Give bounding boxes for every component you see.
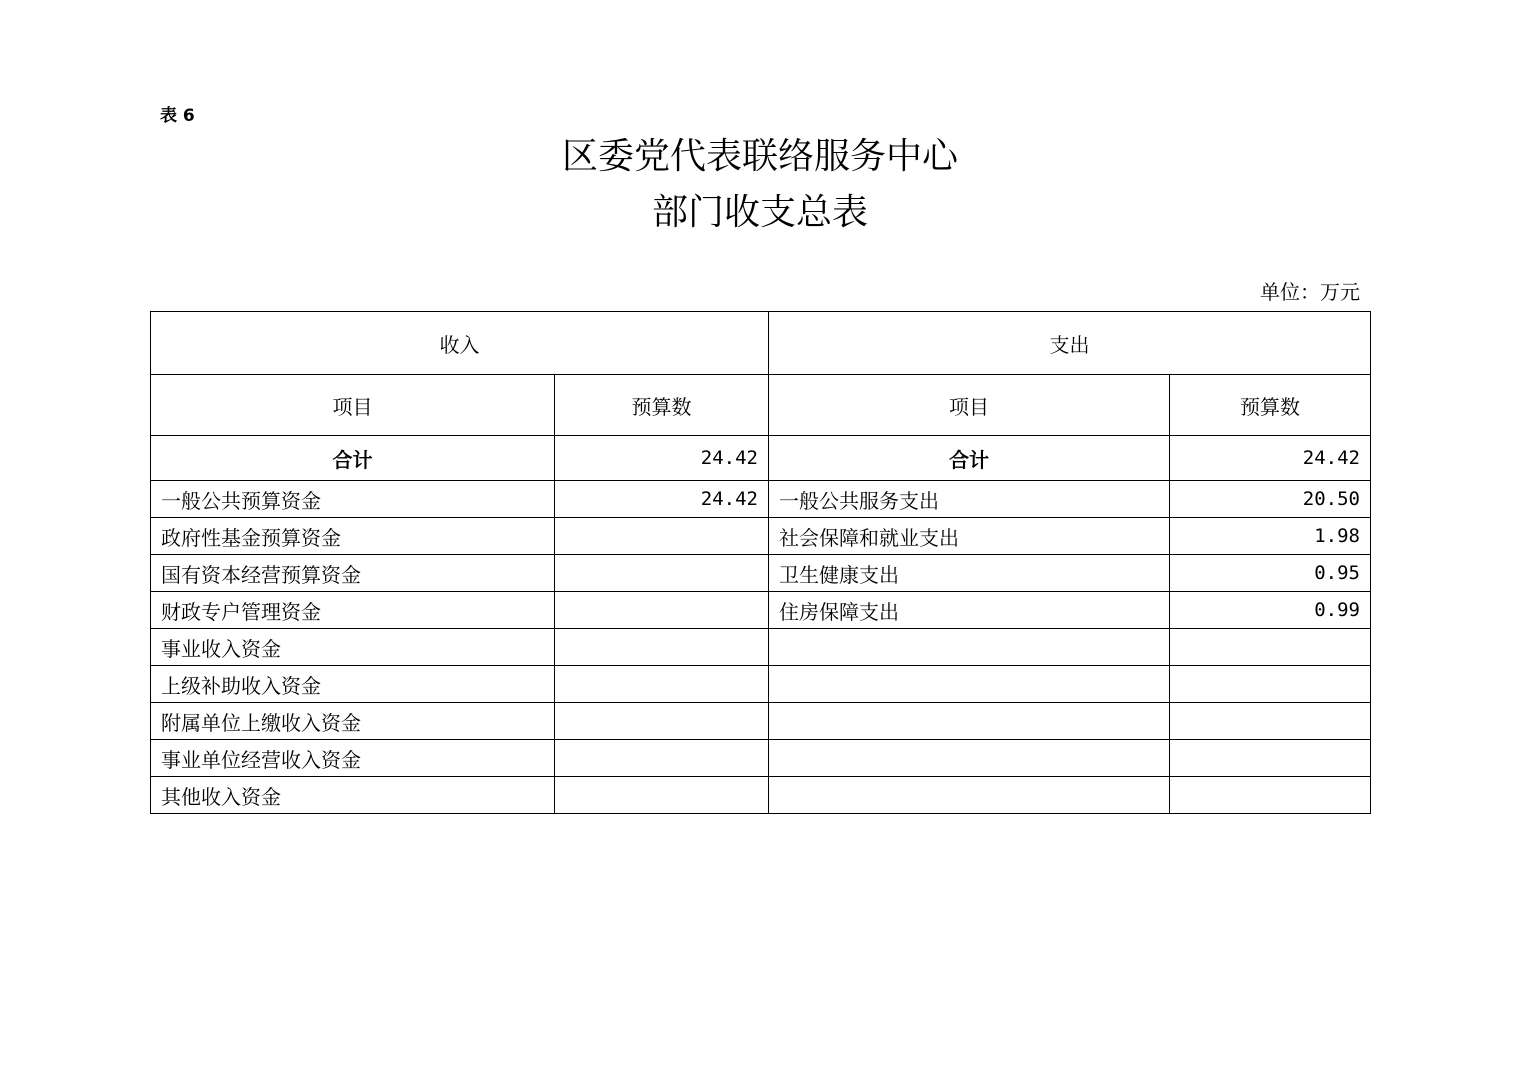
- expense-item-cell: [769, 629, 1170, 666]
- budget-table: [150, 311, 1371, 814]
- income-value-cell: [555, 555, 769, 592]
- income-item-cell: 事业收入资金: [151, 629, 555, 666]
- expense-value-cell: [1170, 629, 1371, 666]
- income-value-cell: [555, 592, 769, 629]
- column-header-row: [151, 375, 1371, 436]
- expense-section-header: 支出: [769, 312, 1371, 375]
- section-header-row: [151, 312, 1371, 375]
- income-value-cell: [555, 518, 769, 555]
- income-total-value: 24.42: [555, 436, 769, 481]
- table-row: [151, 592, 1371, 629]
- expense-item-cell: [769, 740, 1170, 777]
- expense-item-header: 项目: [769, 375, 1170, 436]
- income-value-cell: [555, 666, 769, 703]
- page-subtitle: 部门收支总表: [651, 192, 868, 233]
- expense-item-cell: [769, 703, 1170, 740]
- expense-value-cell: 0.99: [1170, 592, 1371, 629]
- income-item-cell: 其他收入资金: [151, 777, 555, 814]
- table-row: [151, 777, 1371, 814]
- expense-value-cell: [1170, 703, 1371, 740]
- income-item-cell: 一般公共预算资金: [151, 481, 555, 518]
- expense-value-cell: [1170, 666, 1371, 703]
- expense-value-cell: 20.50: [1170, 481, 1371, 518]
- table-row: [151, 703, 1371, 740]
- expense-value-cell: [1170, 740, 1371, 777]
- income-total-label: 合计: [151, 436, 555, 481]
- expense-item-cell: 社会保障和就业支出: [769, 518, 1170, 555]
- table-row: [151, 555, 1371, 592]
- expense-value-cell: 1.98: [1170, 518, 1371, 555]
- page-title: 区委党代表联络服务中心: [561, 136, 958, 177]
- expense-item-cell: [769, 666, 1170, 703]
- income-section-header: 收入: [151, 312, 769, 375]
- income-value-cell: [555, 740, 769, 777]
- expense-item-cell: 一般公共服务支出: [769, 481, 1170, 518]
- income-value-cell: [555, 777, 769, 814]
- table-number: 表 6: [160, 106, 195, 126]
- expense-item-cell: [769, 777, 1170, 814]
- income-value-cell: 24.42: [555, 481, 769, 518]
- income-item-header: 项目: [151, 375, 555, 436]
- income-item-cell: 国有资本经营预算资金: [151, 555, 555, 592]
- expense-total-label: 合计: [769, 436, 1170, 481]
- income-item-cell: 财政专户管理资金: [151, 592, 555, 629]
- income-value-cell: [555, 629, 769, 666]
- table-row: [151, 629, 1371, 666]
- total-row: [151, 436, 1371, 481]
- table-row: [151, 481, 1371, 518]
- income-value-cell: [555, 703, 769, 740]
- expense-value-cell: 0.95: [1170, 555, 1371, 592]
- income-item-cell: 事业单位经营收入资金: [151, 740, 555, 777]
- income-item-cell: 附属单位上缴收入资金: [151, 703, 555, 740]
- expense-item-cell: 住房保障支出: [769, 592, 1170, 629]
- expense-budget-header: 预算数: [1170, 375, 1371, 436]
- expense-total-value: 24.42: [1170, 436, 1371, 481]
- table-row: [151, 518, 1371, 555]
- expense-item-cell: 卫生健康支出: [769, 555, 1170, 592]
- income-item-cell: 上级补助收入资金: [151, 666, 555, 703]
- table-row: [151, 666, 1371, 703]
- unit-label: 单位：万元: [1260, 280, 1360, 304]
- expense-value-cell: [1170, 777, 1371, 814]
- income-item-cell: 政府性基金预算资金: [151, 518, 555, 555]
- income-budget-header: 预算数: [555, 375, 769, 436]
- table-row: [151, 740, 1371, 777]
